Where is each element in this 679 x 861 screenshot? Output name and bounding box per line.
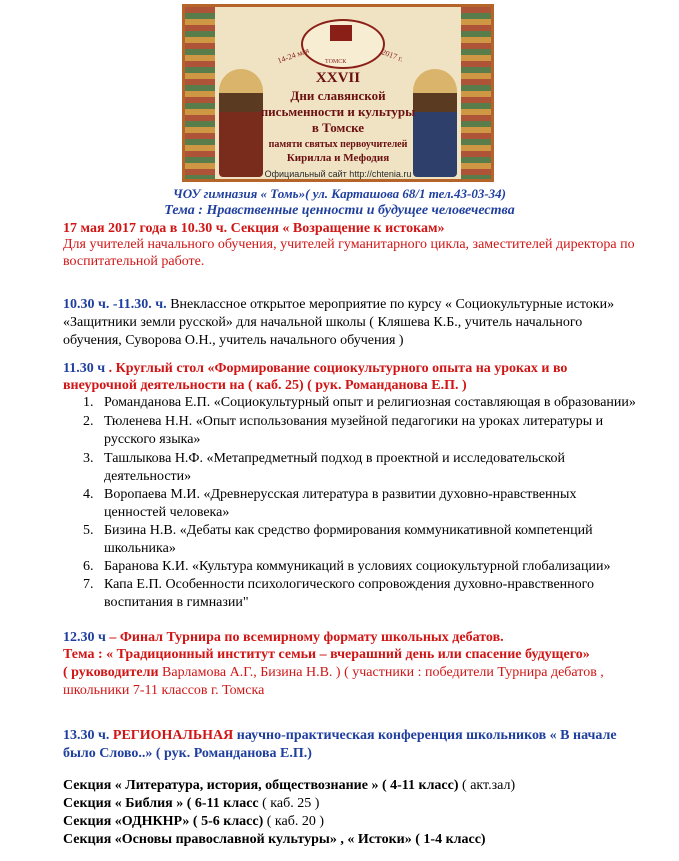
- section2-line1: [63, 296, 643, 314]
- banner-title-2: письменности и культуры: [260, 104, 416, 119]
- section2-title: Внеклассное открытое мероприятие по курсу « Социокультурные истоки»: [166, 297, 615, 312]
- section4-time: 12.30 ч: [63, 630, 106, 645]
- conference-theme: Тема : Нравственные ценности и будущее человечества: [164, 203, 515, 218]
- banner-subtitle-2: Кирилла и Мефодия: [286, 152, 390, 164]
- festival-banner: [182, 4, 494, 182]
- section3-title-line2: внеурочной деятельности на ( каб. 25) ( рук. Романданова Е.П. ): [63, 378, 467, 393]
- section4-title: 12.30 ч – Финал Турнира по всемирному формату школьных дебатов.: [63, 630, 504, 645]
- banner-subtitle-1: памяти святых первоучителей: [268, 139, 408, 150]
- section2-time: 10.30 ч. -11.30. ч.: [63, 297, 167, 312]
- section4-participants: школьники 7-11 классов г. Томска: [63, 683, 265, 698]
- emblem-date-right: 2017 г.: [380, 47, 405, 64]
- section4-theme: Тема : « Традиционный институт семьи – вчерашний день или спасение будущего»: [63, 647, 590, 662]
- conf-section-row: Секция « Библия » ( 6-11 класс ( каб. 25 ): [63, 796, 320, 811]
- section3-title-line1: [63, 360, 643, 378]
- section3-title: . Круглый стол «Формирование социокультурного опыта на уроках и во: [105, 361, 568, 376]
- book-icon: [330, 25, 352, 41]
- ornament-right: [461, 7, 491, 179]
- conf-section-row: Секция «ОДНКНР» ( 5-6 класс) ( каб. 20 ): [63, 814, 325, 829]
- banner-edition: XXVII: [315, 70, 361, 86]
- banner-title-1: Дни славянской: [290, 88, 386, 103]
- school-address: ЧОУ гимназия « Томь»( ул. Карташова 68/1 тел.43-03-34): [172, 186, 506, 201]
- emblem-date-left: 14-24 мая: [276, 45, 311, 66]
- section4-lead-line: ( руководители Варламова А.Г., Бизина Н.В. ) ( участники : победители Турнира дебатов ,: [63, 665, 604, 680]
- conf-section-row: Секция « Литература, история, обществознание » ( 4-11 класс) ( акт.зал): [63, 778, 516, 793]
- section5-title-line1: 13.30 ч. РЕГИОНАЛЬНАЯ научно-практическая конференция школьников « В начале: [63, 728, 617, 743]
- section2-line3: обучения, Суворова О.Н., учитель начального обучения ): [63, 333, 404, 348]
- banner-title-3: в Томске: [311, 120, 365, 135]
- section5-time: 13.30 ч.: [63, 728, 110, 743]
- ornament-left: [185, 7, 215, 179]
- section5-keyword: РЕГИОНАЛЬНАЯ: [109, 728, 234, 743]
- banner-website[interactable]: Официальный сайт http://chtenia.ru: [264, 169, 412, 179]
- section1-desc-line1: Для учителей начального обучения, учителей гуманитарного цикла, заместителей директора по: [63, 237, 635, 252]
- section1-desc-line2: воспитательной работе.: [63, 254, 205, 269]
- section1-date: 17 мая 2017 года в 10.30 ч. Секция « Возращение к истокам»: [63, 221, 445, 236]
- section2-line2: «Защитники земли русской» для начальной школы ( Кляшева К.Б., учитель начального: [63, 315, 583, 330]
- section5-title-line2: было Слово..» ( рук. Романданова Е.П.): [63, 746, 312, 761]
- emblem-city: ТОМСК: [325, 59, 347, 65]
- conf-section-row: Секция «Основы православной культуры» , « Истоки» ( 1-4 класс): [63, 832, 486, 847]
- section3-time: 11.30 ч: [63, 361, 106, 376]
